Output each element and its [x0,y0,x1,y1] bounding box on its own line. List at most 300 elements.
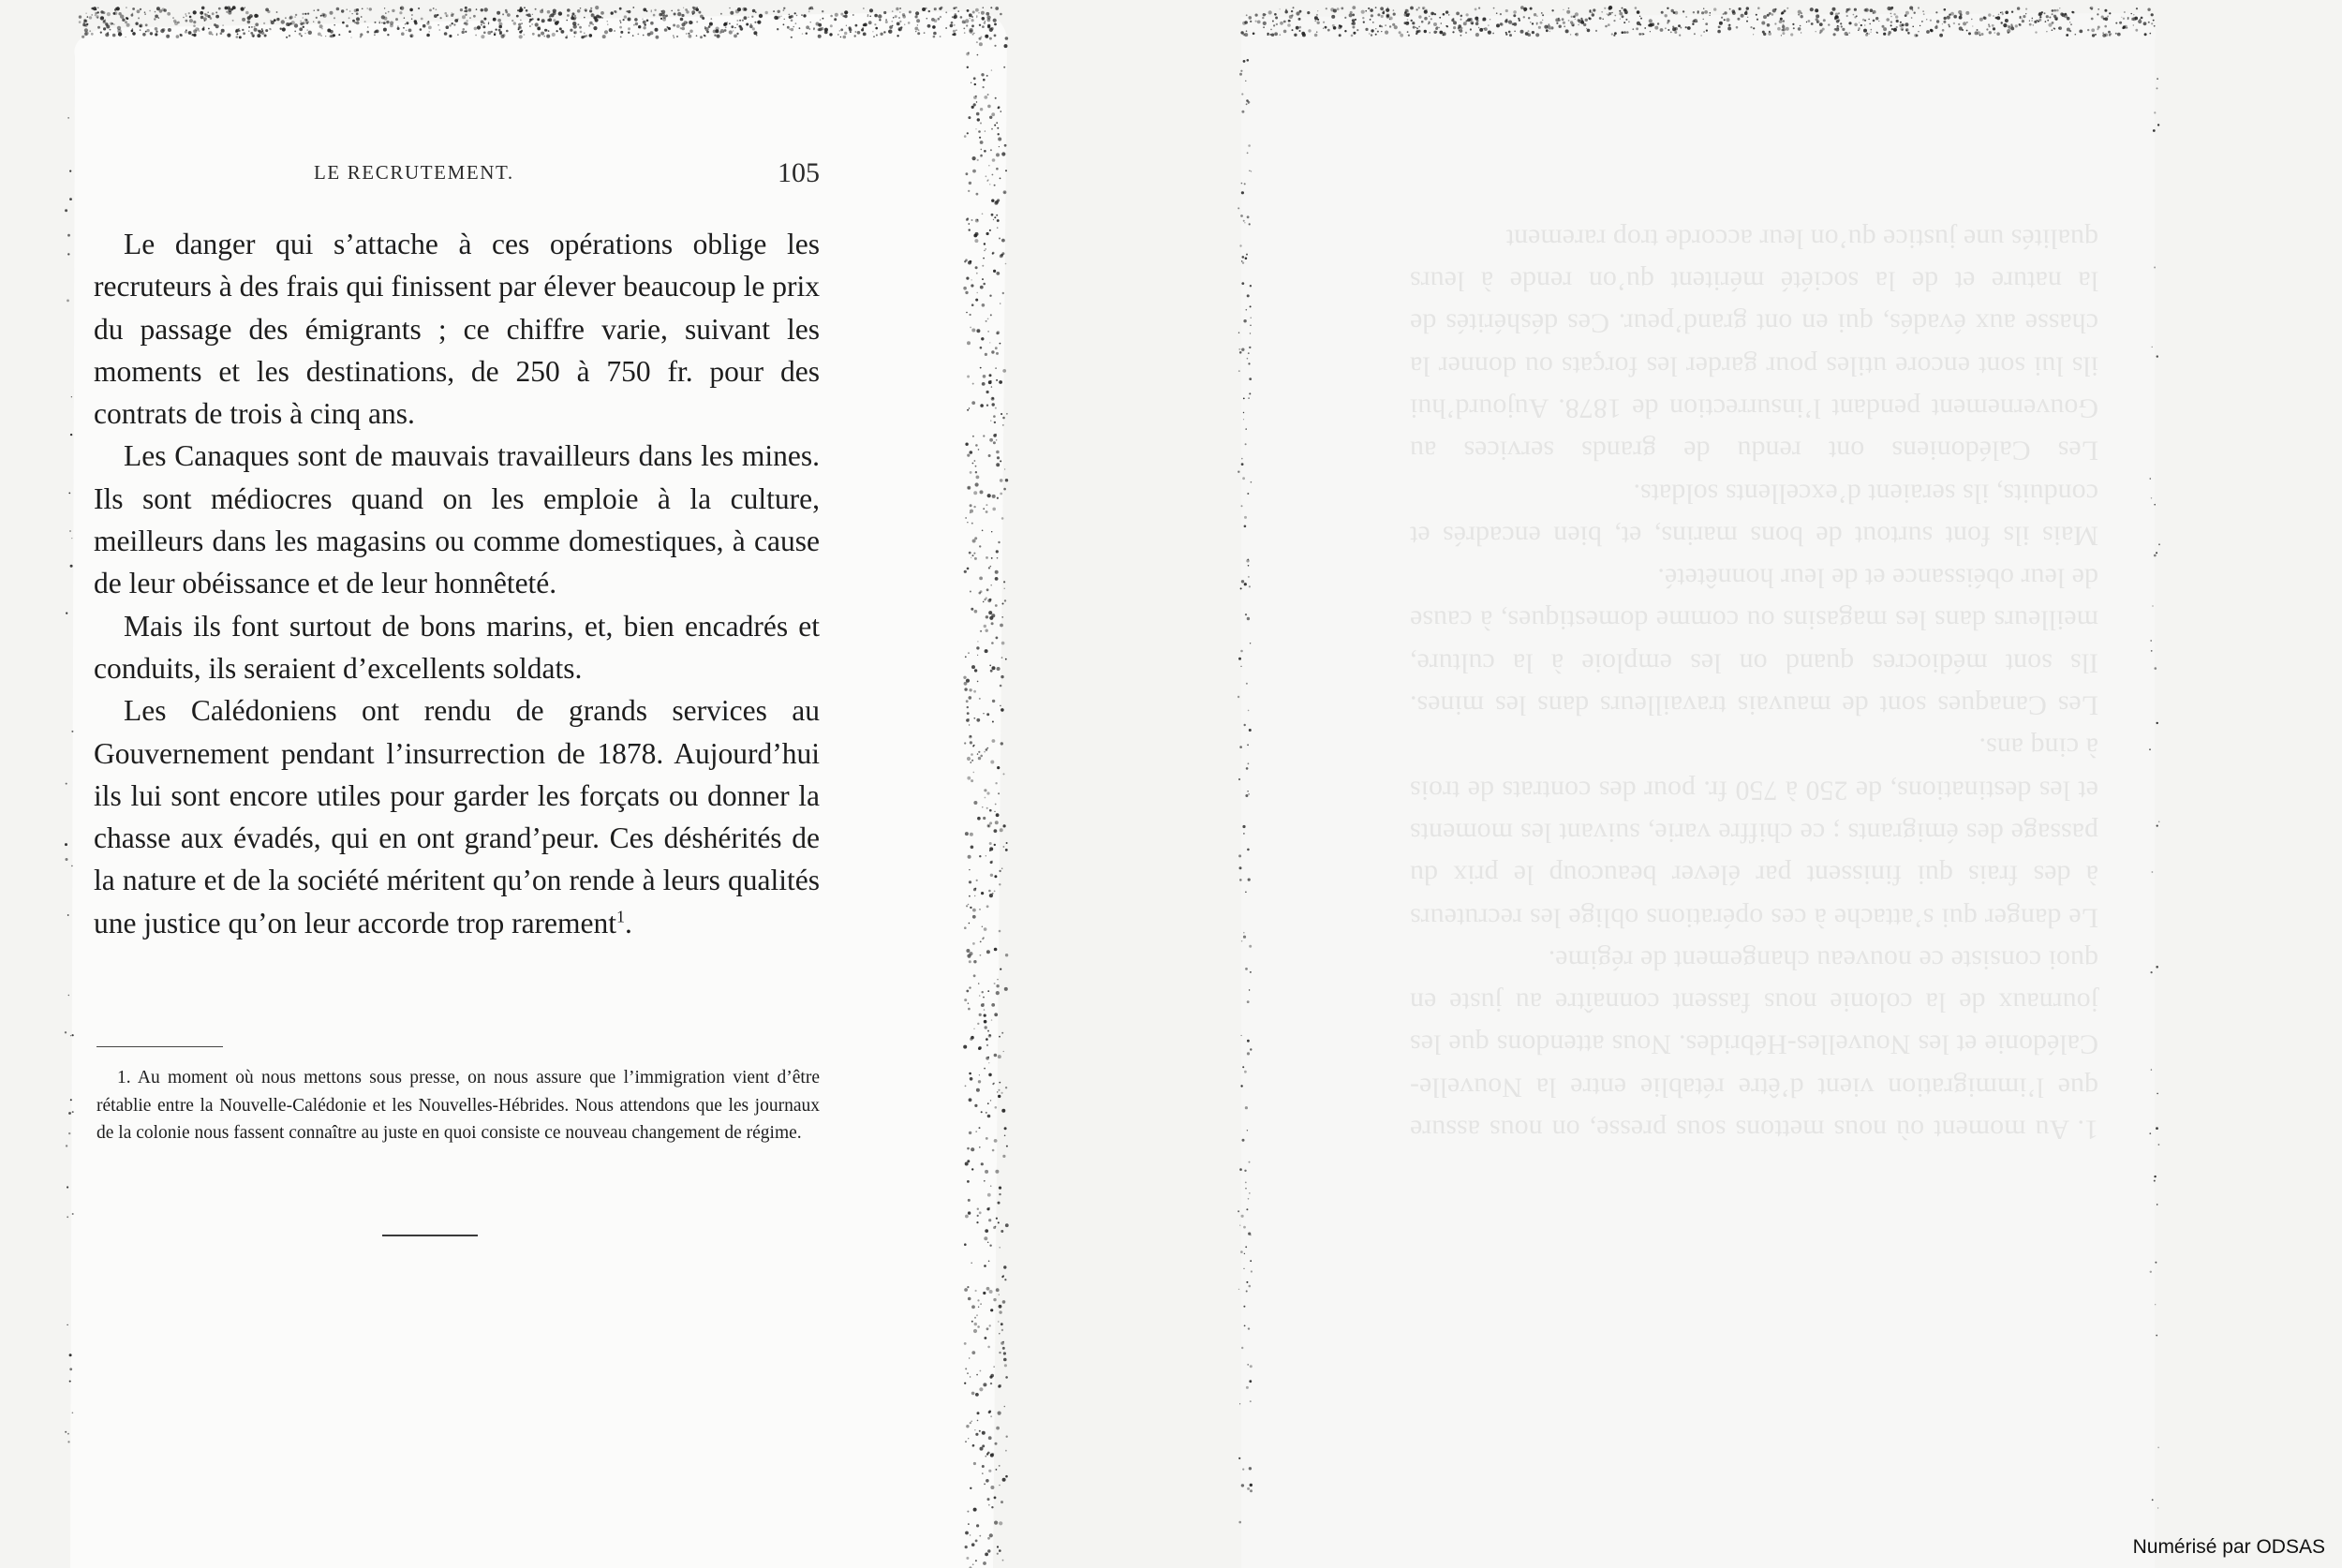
scan-speck [1002,1275,1004,1277]
scan-speck [730,11,734,15]
scan-speck [1619,12,1623,16]
scan-speck [1316,14,1318,16]
scan-speck [978,12,980,14]
scan-speck [200,16,204,20]
scan-speck [653,14,656,17]
scan-speck [226,11,228,13]
scan-speck [462,15,466,19]
scan-speck [1713,7,1716,10]
scan-speck [774,16,778,20]
scan-speck [1238,207,1239,209]
scan-speck [1944,8,1947,11]
scan-speck [869,16,871,18]
scan-speck [950,24,954,28]
scan-speck [846,25,847,26]
scan-speck [1001,742,1003,745]
scan-speck [1002,369,1006,373]
scan-speck [1317,10,1318,11]
scan-speck [390,24,393,28]
scan-speck [1326,7,1327,9]
scan-speck [1593,8,1595,11]
scan-speck [1965,11,1969,15]
scan-speck [422,24,426,28]
scan-speck [289,22,292,25]
scan-speck [330,11,334,15]
scan-speck [996,813,1000,817]
scan-speck [547,10,551,14]
scan-speck [1608,14,1609,16]
scan-speck [361,16,363,18]
scan-speck [318,21,320,23]
scan-speck [789,14,791,16]
scan-speck [205,14,208,17]
scan-speck [1456,12,1460,16]
scan-speck [1592,13,1594,16]
scan-speck [1893,13,1895,15]
scan-speck [999,1089,1001,1091]
scan-speck [1786,7,1788,9]
scan-speck [429,9,432,12]
scan-speck [1432,12,1435,15]
scan-speck [193,21,196,23]
scan-speck [1238,1457,1240,1459]
scan-speck [185,15,187,17]
scan-speck [218,7,221,10]
scan-speck [997,227,999,229]
scan-speck [1905,14,1907,17]
scan-speck [105,20,106,21]
scan-speck [994,875,997,878]
scan-speck [126,23,130,27]
scan-speck [995,821,999,824]
scan-speck [1005,849,1008,851]
scan-speck [2131,13,2132,14]
scan-speck [305,21,309,24]
scan-speck [1637,10,1640,14]
scan-speck [1004,987,1008,991]
scan-speck [1238,1210,1239,1212]
scan-speck [1724,11,1727,14]
scan-speck [994,1367,995,1368]
scan-speck [155,15,158,19]
scan-speck [126,7,127,8]
scan-speck [1416,8,1418,10]
scan-speck [634,18,638,22]
scan-speck [1589,11,1591,13]
scan-speck [1410,7,1414,10]
scan-speck [996,214,998,216]
scan-speck [995,367,997,369]
scan-speck [1563,9,1564,10]
scan-speck [1478,7,1480,9]
scan-speck [642,19,643,20]
scan-speck [95,14,96,16]
scan-speck [744,7,747,10]
scan-speck [2133,14,2134,15]
scan-speck [765,11,768,14]
scan-speck [193,10,197,14]
scan-speck [476,8,478,10]
scan-speck [1635,7,1638,9]
scan-speck [791,20,793,22]
scan-speck [1381,15,1384,18]
scan-speck [1697,12,1699,14]
scan-speck [998,138,1001,141]
scan-speck [1673,11,1676,14]
scan-speck [952,16,954,18]
scan-speck [592,23,594,25]
scan-speck [1460,15,1463,18]
scan-speck [185,13,186,15]
scan-speck [744,16,748,20]
scan-speck [996,153,1000,156]
scan-speck [729,7,731,9]
scan-speck [999,1082,1001,1084]
scan-speck [899,7,901,9]
scan-speck [537,18,540,21]
scan-speck [454,19,458,22]
scan-speck [172,17,173,18]
scan-speck [999,1352,1001,1354]
scan-speck [444,12,447,15]
scan-speck [1496,12,1498,14]
scan-speck [102,11,105,14]
scan-speck [2136,7,2138,9]
scan-speck [529,25,531,27]
scan-speck [418,7,420,9]
scan-speck [460,8,463,11]
scan-speck [440,17,442,19]
scan-speck [1386,14,1390,18]
scan-speck [994,891,996,893]
scan-speck [155,11,156,13]
scan-speck [698,11,701,14]
scan-speck [1745,10,1747,12]
scan-speck [588,24,590,26]
scan-speck [1001,517,1004,520]
scan-speck [120,15,124,19]
scan-speck [909,10,912,13]
scan-speck [1002,417,1005,420]
scan-speck [1746,7,1749,9]
scan-speck [204,20,206,22]
scan-speck [464,22,467,24]
scan-speck [375,22,377,23]
scan-speck [784,19,785,20]
scan-speck [1949,14,1950,16]
paragraph [94,689,820,944]
scan-speck [591,13,593,15]
scan-speck [453,23,455,25]
scan-speck [451,14,453,17]
scan-speck [1005,658,1007,660]
scan-speck [580,7,582,9]
scan-speck [158,17,160,19]
scan-speck [341,9,344,12]
scan-speck [997,199,1000,201]
scan-speck [979,24,981,26]
scan-speck [778,10,780,13]
scan-speck [996,1469,998,1471]
scan-speck [91,14,93,16]
scan-speck [107,12,111,16]
scan-speck [1448,14,1449,15]
scan-speck [1006,413,1008,415]
scan-speck [354,9,358,13]
scan-speck [411,19,412,20]
scan-speck [1393,13,1396,16]
scan-speck [999,1187,1001,1190]
scan-speck [783,9,785,11]
scan-speck [1815,8,1818,12]
scan-speck [369,7,372,10]
scan-speck [987,24,990,27]
scan-speck [174,22,178,25]
scan-speck [541,10,542,11]
scan-speck [994,983,996,984]
scan-speck [938,18,941,21]
scan-speck [1001,675,1003,678]
scan-speck [1003,773,1005,775]
scan-speck [86,23,88,25]
scan-speck [997,557,999,559]
scan-speck [651,11,652,12]
scan-speck [892,10,894,12]
scan-speck [589,9,592,12]
scan-speck [1001,642,1005,645]
scan-speck [993,441,996,444]
scan-speck [342,22,345,24]
scan-speck [939,7,941,10]
scan-speck [1912,9,1913,10]
scan-speck [366,7,368,9]
scan-speck [997,766,1000,769]
scan-speck [1268,10,1272,14]
scan-speck [524,7,526,8]
scan-speck [690,22,693,24]
scan-speck [967,9,970,12]
scan-speck [823,18,824,20]
scan-speck [466,20,467,22]
scan-speck [334,24,335,26]
scan-speck [996,984,999,987]
scan-speck [316,17,318,19]
scan-speck [999,146,1000,147]
scan-speck [2052,13,2053,15]
scan-speck [2062,13,2066,17]
scan-speck [113,12,116,15]
scan-speck [995,1226,997,1228]
scan-speck [483,18,486,21]
scan-speck [267,10,270,13]
scan-speck [994,1013,998,1016]
scan-speck [2025,13,2026,14]
scan-speck [414,20,417,22]
scan-speck [995,407,997,409]
scan-speck [696,21,698,22]
scan-speck [276,11,278,13]
scan-speck [507,13,511,17]
scan-speck [654,9,656,11]
scan-speck [1001,657,1003,658]
scan-speck [1307,11,1310,14]
scan-speck [2104,9,2107,12]
scan-speck [1568,7,1570,9]
scan-speck [739,20,741,22]
scan-speck [558,11,562,15]
scan-speck [896,7,898,10]
scan-speck [386,21,389,23]
scan-speck [607,24,608,25]
scan-speck [998,133,1000,135]
scan-speck [999,380,1002,384]
scan-speck [497,19,501,22]
paragraph-end: . [625,906,632,939]
scan-speck [632,7,634,8]
scan-speck [2151,13,2154,16]
scan-speck [971,24,974,27]
scan-speck [611,11,614,14]
scan-speck [520,7,523,9]
scan-speck [789,16,792,19]
scan-speck [1255,14,1258,17]
scan-speck [1004,599,1006,601]
scan-speck [1004,588,1005,589]
scan-speck [2059,7,2060,8]
scan-speck [994,422,996,423]
scan-speck [1001,1032,1003,1034]
scan-speck [863,7,864,8]
scan-speck [586,10,587,12]
scan-speck [511,20,513,22]
scan-speck [2072,11,2075,14]
scan-speck [122,19,125,22]
scan-speck [2046,15,2049,18]
scan-speck [755,11,757,13]
scan-speck [399,11,402,14]
scan-speck [1890,16,1892,18]
scan-speck [1830,11,1833,15]
scan-speck [183,17,185,19]
scan-speck [982,17,986,21]
scan-speck [1513,10,1517,14]
scan-speck [729,22,731,24]
scan-speck [2056,9,2059,12]
scan-speck [999,870,1001,872]
scan-speck [2039,16,2041,18]
scan-speck [1000,178,1001,180]
scan-speck [590,7,592,9]
scan-speck [998,1385,1001,1388]
scan-speck [1238,696,1239,698]
scan-speck [1001,239,1005,243]
scan-speck [2109,12,2111,14]
scan-speck [1005,170,1007,171]
scan-speck [996,451,1000,454]
scan-speck [452,12,453,14]
scan-speck [1238,778,1240,780]
scan-speck [520,20,521,21]
scan-speck [427,21,429,22]
scan-speck [89,16,92,19]
scan-speck [465,7,467,9]
scan-speck [1993,15,1994,16]
scan-speck [1001,111,1002,112]
scan-speck [904,24,905,25]
scan-speck [1513,14,1516,17]
scan-speck [567,8,571,12]
scan-speck [1002,1560,1004,1561]
scan-speck [1003,488,1006,491]
scan-speck [994,35,997,37]
scan-speck [891,21,893,22]
scan-speck [1246,14,1248,16]
scan-speck [1704,10,1708,14]
scan-speck [677,12,681,16]
scan-speck [2044,12,2046,14]
scan-speck [434,14,437,18]
scan-speck [1375,7,1377,8]
scan-speck [994,1521,998,1525]
scan-speck [436,8,437,10]
scan-speck [1001,616,1003,618]
scan-speck [795,22,797,24]
scan-speck [997,667,1001,671]
scan-speck [1611,12,1613,14]
scan-speck [294,16,296,18]
scan-speck [808,11,810,13]
scan-speck [590,11,591,12]
scan-speck [996,122,998,124]
scan-speck [1001,868,1002,869]
scan-speck [975,8,979,12]
scan-speck [998,106,1001,109]
scan-speck [773,10,775,12]
scan-speck [526,9,528,12]
scan-speck [818,23,822,27]
scan-speck [1914,12,1916,14]
scan-speck [1238,1289,1239,1290]
scan-speck [995,577,999,581]
scan-speck [1004,144,1007,147]
scan-speck [1918,7,1920,8]
scan-speck [549,15,551,17]
scan-speck [899,11,900,12]
scan-speck [671,10,673,12]
scan-speck [1285,10,1288,13]
scan-speck [405,23,406,24]
scan-speck [449,24,452,27]
scan-speck [113,23,115,25]
scan-speck [1405,9,1409,13]
digitization-watermark: Numérisé par ODSAS [2132,1536,2325,1558]
scan-speck [207,11,209,13]
scan-speck [1534,13,1536,16]
scan-speck [446,14,449,17]
scan-speck [993,415,996,418]
scan-speck [2002,13,2004,15]
scan-speck [996,550,999,553]
scan-speck [379,21,381,22]
scan-speck [303,17,304,19]
scan-speck [820,20,821,21]
scan-speck [2147,8,2150,11]
scan-speck [144,13,146,15]
scan-speck [97,7,98,8]
scan-speck [193,24,196,27]
scan-speck [1238,370,1240,372]
scan-speck [2005,11,2008,15]
